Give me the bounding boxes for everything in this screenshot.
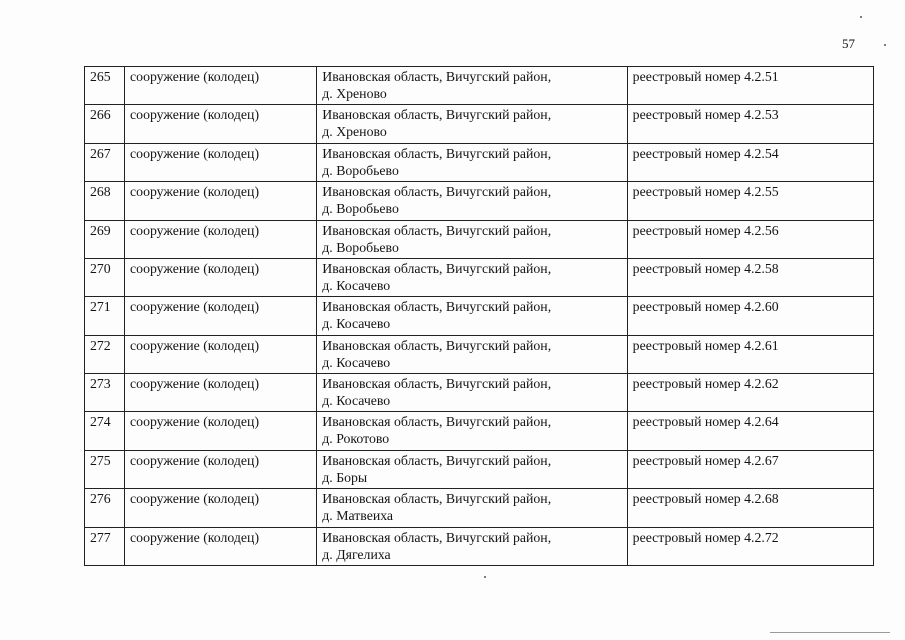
row-number: 268 <box>85 182 125 220</box>
registry-number: реестровый номер 4.2.68 <box>627 489 873 527</box>
object-type: сооружение (колодец) <box>125 143 317 181</box>
address <box>317 489 627 527</box>
row-number: 277 <box>85 527 125 566</box>
address-region: Ивановская область, Вичугский район, <box>322 107 552 123</box>
table-row <box>85 335 874 373</box>
address <box>317 335 627 373</box>
registry-number: реестровый номер 4.2.51 <box>627 67 873 105</box>
address-village: д. Косачево <box>322 277 391 293</box>
table-row <box>85 374 874 412</box>
object-type: сооружение (колодец) <box>125 105 317 143</box>
object-type: сооружение (колодец) <box>125 527 317 566</box>
registry-number: реестровый номер 4.2.56 <box>627 220 873 258</box>
address-village: д. Хреново <box>322 124 387 140</box>
address-village: д. Воробьево <box>322 201 399 217</box>
table-row <box>85 143 874 181</box>
row-number: 272 <box>85 335 125 373</box>
address-village: д. Воробьево <box>322 162 399 178</box>
address <box>317 258 627 296</box>
address-region: Ивановская область, Вичугский район, <box>322 491 552 507</box>
object-type: сооружение (колодец) <box>125 67 317 105</box>
table-body <box>85 67 874 566</box>
table-row <box>85 489 874 527</box>
row-number: 273 <box>85 374 125 412</box>
table-row <box>85 67 874 105</box>
address-region: Ивановская область, Вичугский район, <box>322 145 552 161</box>
address <box>317 143 627 181</box>
address-village: д. Воробьево <box>322 239 399 255</box>
row-number: 265 <box>85 67 125 105</box>
registry-number: реестровый номер 4.2.60 <box>627 297 873 335</box>
row-number: 276 <box>85 489 125 527</box>
object-type: сооружение (колодец) <box>125 374 317 412</box>
address-village: д. Рокотово <box>322 431 390 447</box>
page-number: 57 <box>842 36 855 51</box>
address <box>317 412 627 450</box>
object-type: сооружение (колодец) <box>125 220 317 258</box>
registry-number: реестровый номер 4.2.64 <box>627 412 873 450</box>
row-number: 271 <box>85 297 125 335</box>
object-type: сооружение (колодец) <box>125 182 317 220</box>
table-row <box>85 182 874 220</box>
registry-number: реестровый номер 4.2.72 <box>627 527 873 566</box>
registry-number: реестровый номер 4.2.53 <box>627 105 873 143</box>
address <box>317 182 627 220</box>
address-village: д. Боры <box>322 469 368 485</box>
registry-number: реестровый номер 4.2.62 <box>627 374 873 412</box>
row-number: 269 <box>85 220 125 258</box>
scan-speck <box>884 44 886 46</box>
address-region: Ивановская область, Вичугский район, <box>322 222 552 238</box>
address <box>317 527 627 566</box>
address <box>317 450 627 488</box>
row-number: 270 <box>85 258 125 296</box>
table-row <box>85 220 874 258</box>
property-table <box>84 66 874 566</box>
row-number: 275 <box>85 450 125 488</box>
object-type: сооружение (колодец) <box>125 450 317 488</box>
object-type: сооружение (колодец) <box>125 489 317 527</box>
object-type: сооружение (колодец) <box>125 258 317 296</box>
address-village: д. Косачево <box>322 354 391 370</box>
row-number: 267 <box>85 143 125 181</box>
registry-number: реестровый номер 4.2.67 <box>627 450 873 488</box>
address <box>317 105 627 143</box>
object-type: сооружение (колодец) <box>125 297 317 335</box>
address-region: Ивановская область, Вичугский район, <box>322 452 552 468</box>
scan-speck <box>484 576 486 578</box>
address <box>317 374 627 412</box>
address-region: Ивановская область, Вичугский район, <box>322 376 552 391</box>
scan-edge-line <box>770 632 890 633</box>
row-number: 266 <box>85 105 125 143</box>
address-village: д. Хреново <box>322 86 387 101</box>
row-number: 274 <box>85 412 125 450</box>
address-region: Ивановская область, Вичугский район, <box>322 260 552 276</box>
table-row <box>85 297 874 335</box>
address-region: Ивановская область, Вичугский район, <box>322 69 552 84</box>
address-village: д. Косачево <box>322 316 391 332</box>
registry-number: реестровый номер 4.2.54 <box>627 143 873 181</box>
address-region: Ивановская область, Вичугский район, <box>322 184 552 200</box>
address-village: д. Матвеиха <box>322 508 394 524</box>
table-row <box>85 527 874 566</box>
registry-number: реестровый номер 4.2.55 <box>627 182 873 220</box>
address-region: Ивановская область, Вичугский район, <box>322 529 552 545</box>
address-region: Ивановская область, Вичугский район, <box>322 299 552 315</box>
address <box>317 220 627 258</box>
table-row <box>85 450 874 488</box>
table-row <box>85 105 874 143</box>
scan-speck <box>860 16 862 18</box>
address-region: Ивановская область, Вичугский район, <box>322 414 552 430</box>
object-type: сооружение (колодец) <box>125 412 317 450</box>
address <box>317 67 627 105</box>
registry-number: реестровый номер 4.2.58 <box>627 258 873 296</box>
address-village: д. Косачево <box>322 393 391 408</box>
address <box>317 297 627 335</box>
address-village: д. Дягелиха <box>322 546 391 562</box>
registry-number: реестровый номер 4.2.61 <box>627 335 873 373</box>
table-row <box>85 258 874 296</box>
address-region: Ивановская область, Вичугский район, <box>322 337 552 353</box>
object-type: сооружение (колодец) <box>125 335 317 373</box>
table-row <box>85 412 874 450</box>
